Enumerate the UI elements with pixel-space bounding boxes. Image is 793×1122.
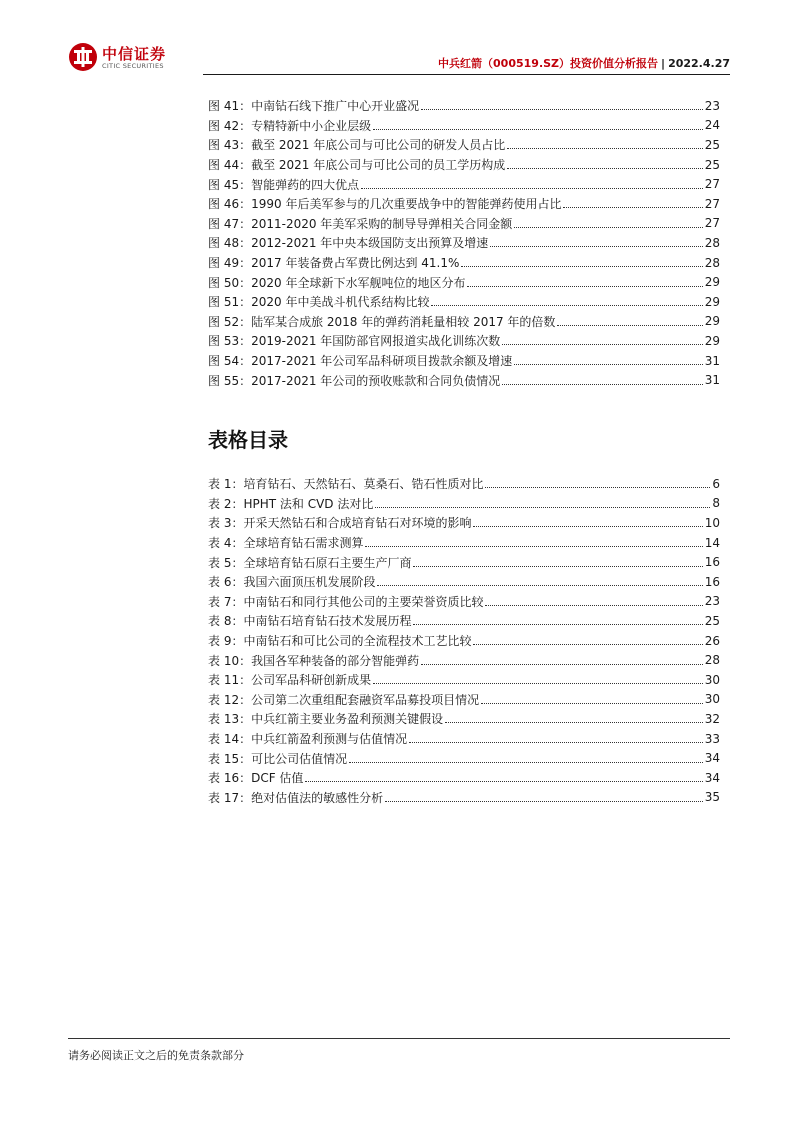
toc-entry-title: 表 15：可比公司估值情况 [208,751,348,766]
dot-leader [467,286,702,287]
dot-leader [514,227,702,228]
footer-disclaimer: 请务必阅读正文之后的免责条款部分 [68,1049,244,1062]
toc-entry-title: 表 12：公司第二次重组配套融资军品募投项目情况 [208,692,480,707]
toc-entry-page: 14 [704,535,720,550]
toc-entry-page: 16 [704,555,720,570]
figures-toc [208,96,720,390]
toc-entry-title: 图 54：2017-2021 年公司军品科研项目拨款余额及增速 [208,354,513,369]
tables-toc [208,474,720,807]
toc-entry-page: 27 [704,196,720,211]
dot-leader [445,722,703,723]
toc-entry[interactable] [208,690,720,710]
toc-entry[interactable] [208,174,720,194]
toc-entry[interactable] [208,709,720,729]
toc-entry-page: 34 [704,751,720,766]
dot-leader [377,585,702,586]
page-header [68,38,730,76]
dot-leader [375,507,710,508]
header-separator: | [661,57,666,70]
toc-entry-title: 图 51：2020 年中美战斗机代系结构比较 [208,295,430,310]
dot-leader [514,364,702,365]
toc-entry-title: 表 5：全球培育钻石原石主要生产厂商 [208,555,412,570]
toc-entry[interactable] [208,592,720,612]
toc-entry[interactable] [208,351,720,371]
toc-entry-page: 28 [704,255,720,270]
toc-entry-title: 表 13：中兵红箭主要业务盈利预测关键假设 [208,712,444,727]
toc-entry-title: 表 10：我国各军种装备的部分智能弹药 [208,653,420,668]
dot-leader [502,344,702,345]
dot-leader [373,683,703,684]
toc-entry-page: 25 [704,137,720,152]
toc-entry-page: 27 [704,216,720,231]
toc-entry-title: 图 55：2017-2021 年公司的预收账款和合同负债情况 [208,373,501,388]
header-divider [203,74,730,75]
toc-entry-title: 图 48：2012-2021 年中央本级国防支出预算及增速 [208,236,489,251]
dot-leader [421,109,703,110]
footer-divider [68,1038,730,1039]
toc-entry[interactable] [208,135,720,155]
dot-leader [349,762,703,763]
toc-entry[interactable] [208,292,720,312]
dot-leader [563,207,702,208]
dot-leader [473,644,702,645]
toc-entry-page: 23 [704,594,720,609]
dot-leader [473,526,702,527]
toc-entry-page: 29 [704,314,720,329]
toc-entry-page: 30 [704,692,720,707]
toc-entry-page: 8 [712,496,720,511]
toc-entry[interactable] [208,272,720,292]
toc-entry[interactable] [208,155,720,175]
toc-entry-title: 图 52：陆军某合成旅 2018 年的弹药消耗量相较 2017 年的倍数 [208,314,556,329]
toc-entry-title: 表 6：我国六面顶压机发展阶段 [208,575,376,590]
toc-entry[interactable] [208,513,720,533]
toc-entry[interactable] [208,611,720,631]
dot-leader [507,148,702,149]
toc-entry[interactable] [208,331,720,351]
toc-entry[interactable] [208,670,720,690]
toc-entry-title: 表 8：中南钻石培育钻石技术发展历程 [208,614,412,629]
toc-entry-title: 表 1：培育钻石、天然钻石、莫桑石、锆石性质对比 [208,477,484,492]
toc-entry-page: 24 [704,118,720,133]
toc-entry-page: 10 [704,515,720,530]
dot-leader [502,384,702,385]
toc-entry-title: 图 49：2017 年装备费占军费比例达到 41.1% [208,256,460,271]
dot-leader [461,266,702,267]
tables-toc-heading: 表格目录 [208,428,288,452]
toc-entry[interactable] [208,494,720,514]
toc-entry-page: 27 [704,177,720,192]
dot-leader [507,168,702,169]
dot-leader [413,566,702,567]
citic-securities-logo [68,40,188,74]
toc-entry-page: 16 [704,574,720,589]
toc-entry-page: 31 [704,373,720,388]
dot-leader [485,487,710,488]
toc-entry[interactable] [208,253,720,273]
dot-leader [365,546,702,547]
toc-entry-title: 表 3：开采天然钻石和合成培育钻石对环境的影响 [208,516,472,531]
report-date: 2022.4.27 [668,57,730,70]
toc-entry-title: 表 16：DCF 估值 [208,771,304,786]
toc-entry[interactable] [208,474,720,494]
toc-entry-title: 图 43：截至 2021 年底公司与可比公司的研发人员占比 [208,138,506,153]
toc-entry-page: 29 [704,275,720,290]
toc-entry-page: 31 [704,353,720,368]
dot-leader [385,801,703,802]
dot-leader [485,605,702,606]
dot-leader [431,305,702,306]
toc-entry[interactable] [208,214,720,234]
toc-entry-page: 26 [704,633,720,648]
toc-entry[interactable] [208,533,720,553]
toc-entry[interactable] [208,116,720,136]
header-report-info [438,55,730,71]
dot-leader [481,703,703,704]
citic-logo-icon [68,42,98,72]
toc-entry[interactable] [208,748,720,768]
report-title: 中兵红箭（000519.SZ）投资价值分析报告 [438,57,659,70]
toc-entry[interactable] [208,312,720,332]
toc-entry-page: 29 [704,333,720,348]
toc-entry-title: 图 53：2019-2021 年国防部官网报道实战化训练次数 [208,334,501,349]
dot-leader [413,624,702,625]
toc-entry-title: 表 2：HPHT 法和 CVD 法对比 [208,496,374,511]
toc-entry-title: 图 44：截至 2021 年底公司与可比公司的员工学历构成 [208,158,506,173]
toc-entry-title: 图 46：1990 年后美军参与的几次重要战争中的智能弹药使用占比 [208,197,562,212]
toc-entry[interactable] [208,729,720,749]
toc-entry-title: 图 45：智能弹药的四大优点 [208,177,360,192]
toc-entry-page: 30 [704,672,720,687]
toc-entry-page: 32 [704,711,720,726]
toc-entry[interactable] [208,552,720,572]
toc-entry[interactable] [208,96,720,116]
dot-leader [305,781,702,782]
toc-entry-page: 34 [704,770,720,785]
toc-entry[interactable] [208,233,720,253]
toc-entry[interactable] [208,194,720,214]
toc-entry-page: 6 [712,476,720,491]
toc-entry-title: 图 47：2011-2020 年美军采购的制导导弹相关合同金额 [208,216,513,231]
toc-entry[interactable] [208,370,720,390]
toc-entry-page: 29 [704,294,720,309]
toc-entry-title: 表 7：中南钻石和同行其他公司的主要荣誉资质比较 [208,594,484,609]
toc-entry-page: 28 [704,235,720,250]
toc-entry-title: 图 41：中南钻石线下推广中心开业盛况 [208,99,420,114]
toc-entry[interactable] [208,768,720,788]
toc-entry-title: 表 14：中兵红箭盈利预测与估值情况 [208,732,408,747]
toc-entry-title: 表 17：绝对估值法的敏感性分析 [208,790,384,805]
toc-entry-title: 图 50：2020 年全球新下水军舰吨位的地区分布 [208,275,466,290]
dot-leader [361,188,703,189]
dot-leader [557,325,702,326]
toc-entry-page: 35 [704,790,720,805]
toc-entry[interactable] [208,788,720,808]
dot-leader [373,129,703,130]
dot-leader [490,246,702,247]
dot-leader [409,742,703,743]
toc-entry-page: 28 [704,653,720,668]
toc-entry-page: 25 [704,157,720,172]
toc-entry-title: 图 42：专精特新中小企业层级 [208,118,372,133]
dot-leader [421,664,703,665]
toc-entry[interactable] [208,631,720,651]
toc-entry[interactable] [208,572,720,592]
logo-chinese-text: 中信证券 [102,45,167,63]
toc-entry[interactable] [208,650,720,670]
toc-entry-title: 表 11：公司军品科研创新成果 [208,673,372,688]
toc-entry-page: 25 [704,613,720,628]
toc-entry-page: 23 [704,98,720,113]
logo-english-text: CITIC SECURITIES [102,62,164,70]
toc-entry-page: 33 [704,731,720,746]
toc-entry-title: 表 9：中南钻石和可比公司的全流程技术工艺比较 [208,634,472,649]
toc-entry-title: 表 4：全球培育钻石需求测算 [208,536,364,551]
